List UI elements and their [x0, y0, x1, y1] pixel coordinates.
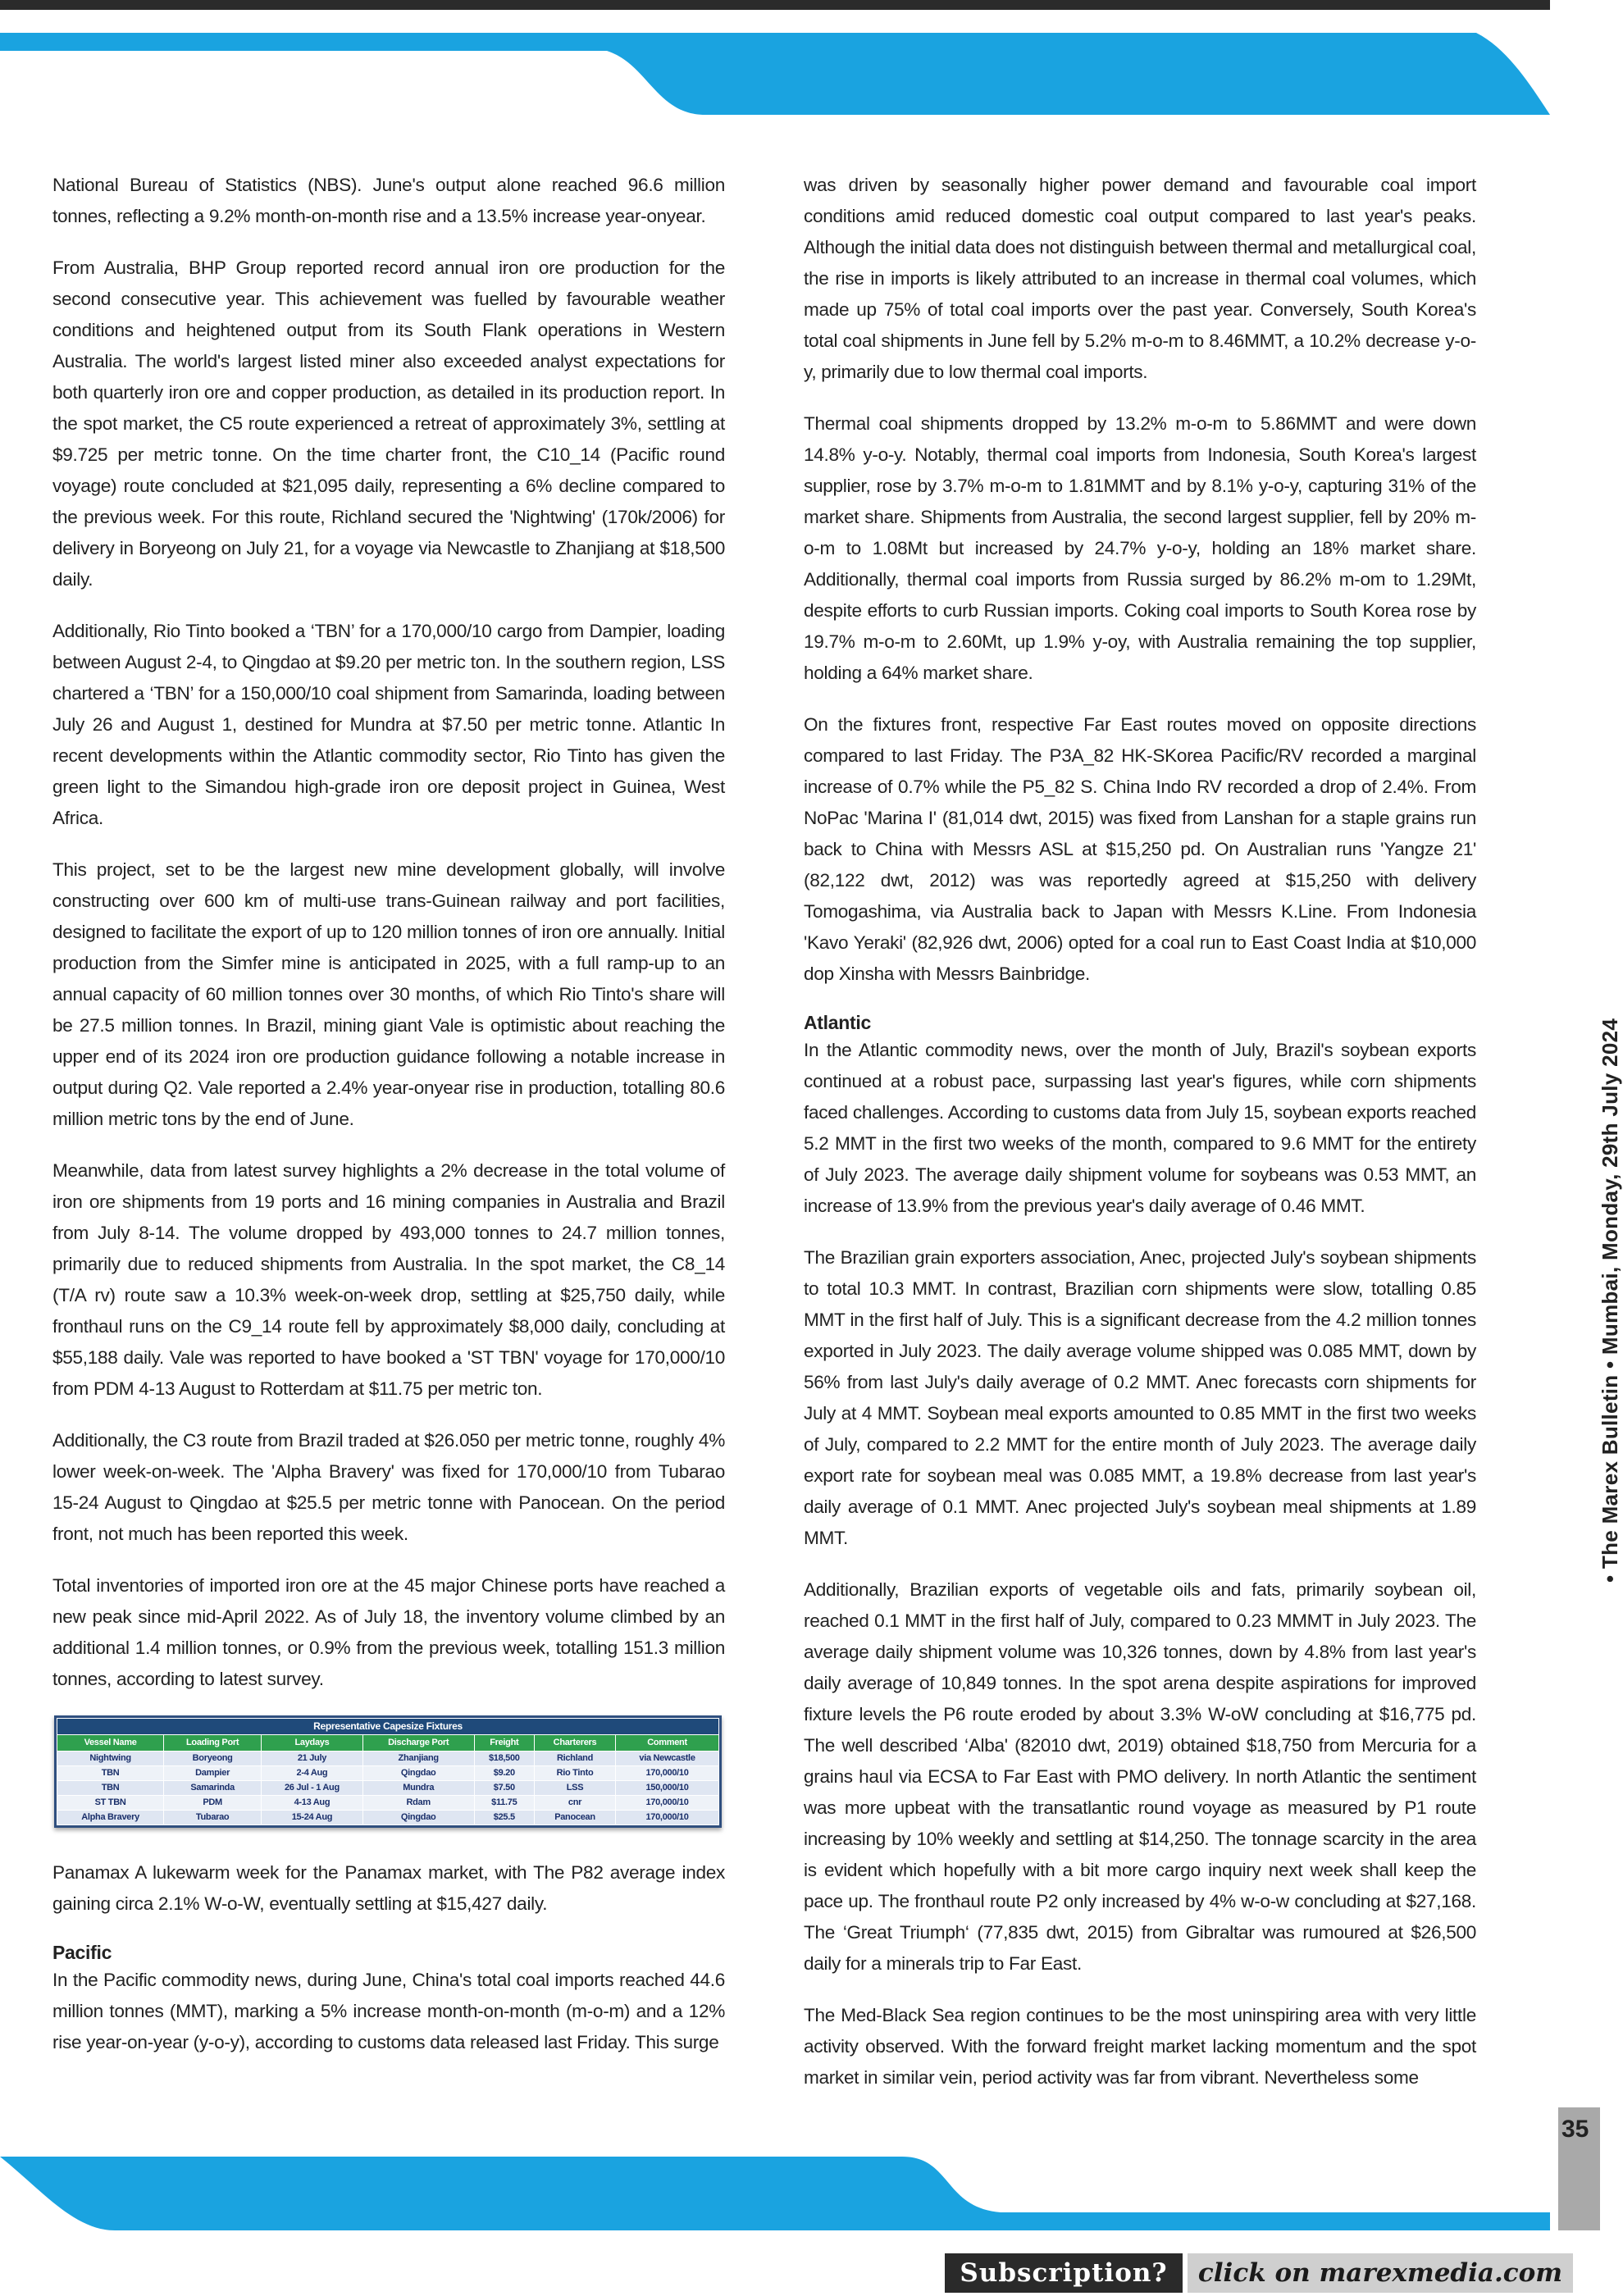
left-column: [52, 170, 725, 2079]
paragraph: In the Atlantic commodity news, over the month of July, Brazil's soybean exports continued at a robust pace, surpassing last year's figures, while corn shipments faced challenges. According to customs data from July 15, soybean exports reached 5.2 MMT in the first two weeks of the month, compared to 9.6 MMT for the entirety of July 2023. The average daily shipment volume for soybeans was 0.53 MMT, an increase of 13.9% from the previous year's daily average of 0.46 MMT.: [804, 1040, 1476, 1216]
table-cell: via Newcastle: [616, 1752, 719, 1766]
column-header: Comment: [616, 1735, 719, 1752]
table-cell: Zhanjiang: [362, 1752, 474, 1766]
header-rule: [0, 0, 1550, 10]
table-cell: LSS: [534, 1781, 615, 1796]
table-cell: $11.75: [474, 1796, 534, 1811]
paragraph: On the fixtures front, respective Far East routes moved on opposite directions compared to last Friday. The P3A_82 HK-SKorea Pacific/RV recorded a marginal increase of 0.7% while the P5_82 S. China Indo RV recorded a drop of 2.4%. From NoPac 'Marina I' (81,014 dwt, 2015) was fixed from Lanshan for a staple grains run back to China with Messrs ASL at $15,250 pd. On Australian runs 'Yangze 21' (82,122 dwt, 2012) was was reportedly agreed at $15,250 with delivery Tomogashima, via Australia back to Japan with Messrs K.Line. From Indonesia 'Kavo Yeraki' (82,926 dwt, 2006) opted for a coal run to East Coast India at $10,000 dop Xinsha with Messrs Bainbridge.: [804, 714, 1476, 984]
paragraph: Additionally, the C3 route from Brazil traded at $26.050 per metric tonne, roughly 4% lower week-on-week. The 'Alpha Bravery' was fixed for 170,000/10 from Tubarao 15-24 August to Qingdao at $25.5 per metric tonne with Panocean. On the period front, not much has been reported this week.: [52, 1430, 725, 1544]
table-cell: ST TBN: [57, 1796, 164, 1811]
table-cell: 150,000/10: [616, 1781, 719, 1796]
table-cell: Qingdao: [362, 1766, 474, 1781]
table-cell: cnr: [534, 1796, 615, 1811]
table-cell: $18,500: [474, 1752, 534, 1766]
paragraph: National Bureau of Statistics (NBS). June's output alone reached 96.6 million tonnes, reflecting a 9.2% month-on-month rise and a 13.5% increase year-onyear.: [52, 175, 725, 226]
table-cell: TBN: [57, 1781, 164, 1796]
paragraph: In the Pacific commodity news, during June, China's total coal imports reached 44.6 million tonnes (MMT), marking a 5% increase month-on-month (m-o-m) and a 12% rise year-on-year (y-o-y), according to customs data released last Friday. This surge: [52, 1970, 725, 2052]
right-column: [804, 170, 1476, 2114]
footer-wave-banner: [0, 2157, 1550, 2230]
paragraph: was driven by seasonally higher power demand and favourable coal import conditions amid reduced domestic coal output compared to last year's peaks. Although the initial data does not distinguish between thermal and metallurgical coal, the rise in imports is likely attributed to an increase in thermal coal volumes, which made up 75% of total coal imports over the past year. Conversely, South Korea's total coal shipments in June fell by 5.2% m-o-m to 8.46MMT, a 10.2% decrease y-o-y, primarily due to low thermal coal imports.: [804, 175, 1476, 382]
table-cell: Qingdao: [362, 1811, 474, 1825]
table-cell: 26 Jul - 1 Aug: [262, 1781, 363, 1796]
paragraph: The Brazilian grain exporters association, Anec, projected July's soybean shipments to total 10.3 MMT. In contrast, Brazilian corn shipments were slow, totalling 0.85 MMT in the first half of July. This is a significant decrease from the 4.2 million tonnes exported in July 2023. The daily average volume shipped was 0.085 MMT, down by 56% from last July's daily average of 0.2 MMT. Anec forecasts corn shipments for July at 4 MMT. Soybean meal exports amounted to 0.85 MMT in the first two weeks of July, compared to 2.2 MMT for the entire month of July 2023. The average daily export rate for soybean meal was 0.085 MMT, a 19.8% decrease from last year's daily average of 0.1 MMT. Anec projected July's soybean meal shipments at 1.89 MMT.: [804, 1247, 1476, 1548]
table-cell: 170,000/10: [616, 1796, 719, 1811]
paragraph: Additionally, Rio Tinto booked a ‘TBN’ for a 170,000/10 cargo from Dampier, loading between August 2-4, to Qingdao at $9.20 per metric ton. In the southern region, LSS chartered a ‘TBN’ for a 150,000/10 coal shipment from Samarinda, loading between July 26 and August 1, destined for Mundra at $7.50 per metric tonne. Atlantic In recent developments within the Atlantic commodity sector, Rio Tinto has given the green light to the Simandou high-grade iron ore deposit project in Guinea, West Africa.: [52, 621, 725, 828]
table-cell: Samarinda: [164, 1781, 262, 1796]
table-cell: Boryeong: [164, 1752, 262, 1766]
table-cell: $9.20: [474, 1766, 534, 1781]
table-row: [57, 1796, 719, 1811]
column-header: Loading Port: [164, 1735, 262, 1752]
table-row: [57, 1811, 719, 1825]
column-header: Charterers: [534, 1735, 615, 1752]
subscription-link[interactable]: click on marexmedia.com: [1188, 2253, 1573, 2293]
section-heading-atlantic: Atlantic: [804, 1012, 871, 1033]
column-header: Vessel Name: [57, 1735, 164, 1752]
column-header: Laydays: [262, 1735, 363, 1752]
table-cell: $7.50: [474, 1781, 534, 1796]
table-title: Representative Capesize Fixtures: [57, 1719, 719, 1735]
paragraph: Panamax A lukewarm week for the Panamax market, with The P82 average index gaining circa 2.1% W-o-W, eventually settling at $15,427 daily.: [52, 1862, 725, 1914]
capesize-fixtures-table: [57, 1718, 719, 1825]
table-row: [57, 1766, 719, 1781]
section-heading-pacific: Pacific: [52, 1942, 112, 1963]
table-cell: $25.5: [474, 1811, 534, 1825]
table-row: [57, 1752, 719, 1766]
paragraph: The Med-Black Sea region continues to be the most uninspiring area with very little activity observed. With the forward freight market lacking momentum and the spot market in similar vein, period activity was far from vibrant. Nevertheless some: [804, 2005, 1476, 2088]
table-cell: TBN: [57, 1766, 164, 1781]
table-cell: PDM: [164, 1796, 262, 1811]
table-cell: Mundra: [362, 1781, 474, 1796]
paragraph: Total inventories of imported iron ore at the 45 major Chinese ports have reached a new peak since mid-April 2022. As of July 18, the inventory volume climbed by an additional 1.4 million tonnes, or 0.9% from the previous week, totalling 151.3 million tonnes, according to latest survey.: [52, 1575, 725, 1689]
column-header: Discharge Port: [362, 1735, 474, 1752]
paragraph: This project, set to be the largest new mine development globally, will involve constructing over 600 km of multi-use trans-Guinean railway and port facilities, designed to facilitate the export of up to 120 million tonnes of iron ore annually. Initial production from the Simfer mine is anticipated in 2025, with a full ramp-up to an annual capacity of 60 million tonnes over 30 months, of which Rio Tinto's share will be 27.5 million tonnes. In Brazil, mining giant Vale is optimistic about reaching the upper end of its 2024 iron ore production guidance following a notable increase in output during Q2. Vale reported a 2.4% year-onyear rise in production, totalling 80.6 million metric tons by the end of June.: [52, 859, 725, 1129]
page-number: 35: [1561, 2116, 1589, 2143]
table-cell: Richland: [534, 1752, 615, 1766]
table-cell: 170,000/10: [616, 1766, 719, 1781]
column-header: Freight: [474, 1735, 534, 1752]
table-cell: 170,000/10: [616, 1811, 719, 1825]
table-cell: Nightwing: [57, 1752, 164, 1766]
table-cell: Alpha Bravery: [57, 1811, 164, 1825]
table-cell: 15-24 Aug: [262, 1811, 363, 1825]
table-cell: Tubarao: [164, 1811, 262, 1825]
table-cell: 4-13 Aug: [262, 1796, 363, 1811]
paragraph: Thermal coal shipments dropped by 13.2% m-o-m to 5.86MMT and were down 14.8% y-o-y. Notably, thermal coal imports from Indonesia, South Korea's largest supplier, rose by 3.7% m-o-m to 1.81MMT and by 8.1% y-o-y, capturing 31% of the market share. Shipments from Australia, the second largest supplier, fell by 20% m-o-m to 1.08Mt but increased by 24.7% y-o-y, holding an 18% market share. Additionally, thermal coal imports from Russia surged by 86.2% m-om to 1.29Mt, despite efforts to curb Russian imports. Coking coal imports to South Korea rose by 19.7% m-o-m to 2.60Mt, up 1.9% y-oy, with Australia remaining the top supplier, holding a 64% market share.: [804, 413, 1476, 683]
running-head: • The Marex Bulletin • Mumbai, Monday, 29th July 2024: [1598, 1018, 1622, 1583]
table-cell: Dampier: [164, 1766, 262, 1781]
subscription-label: Subscription?: [945, 2253, 1183, 2293]
capesize-fixtures-table-figure: [54, 1715, 722, 1828]
table-cell: 21 July: [262, 1752, 363, 1766]
header-wave-banner: [0, 33, 1550, 115]
paragraph: Additionally, Brazilian exports of vegetable oils and fats, primarily soybean oil, reached 0.1 MMT in the first half of July, compared to 0.23 MMMT in July 2023. The average daily shipment volume was 10,326 tonnes, down by 4.8% from last year's daily average of 10,849 tonnes. In the spot arena despite aspirations for improved fixture levels the P6 route eroded by about 3.3% W-oW concluding at $16,775 pd. The well described ‘Alba' (82010 dwt, 2019) obtained $18,750 from Mercuria for a grains haul via ECSA to Far East with PMO delivery. In north Atlantic the sentiment was more upbeat with the transatlantic round voyage as measured by P1 route increasing by 10% weekly and settling at $14,250. The tonnage scarcity in the area is evident which hopefully with a bit more cargo inquiry next week shall keep the pace up. The fronthaul route P2 only increased by 4% w-o-w concluding at $27,168. The ‘Great Triumph‘ (77,835 dwt, 2015) from Gibraltar was rumoured at $26,500 daily for a minerals trip to Far East.: [804, 1579, 1476, 1974]
paragraph: From Australia, BHP Group reported record annual iron ore production for the second consecutive year. This achievement was fuelled by favourable weather conditions and heightened output from its South Flank operations in Western Australia. The world's largest listed miner also exceeded analyst expectations for both quarterly iron ore and copper production, as detailed in its production report. In the spot market, the C5 route experienced a retreat of approximately 3%, settling at $9.725 per metric tonne. On the time charter front, the C10_14 (Pacific round voyage) route concluded at $21,095 daily, representing a 6% decline compared to the previous week. For this route, Richland secured the 'Nightwing' (170k/2006) for delivery in Boryeong on July 21, for a voyage via Newcastle to Zhanjiang at $18,500 daily.: [52, 257, 725, 590]
table-cell: Rdam: [362, 1796, 474, 1811]
table-cell: Panocean: [534, 1811, 615, 1825]
paragraph: Meanwhile, data from latest survey highlights a 2% decrease in the total volume of iron ore shipments from 19 ports and 16 mining companies in Australia and Brazil from July 8-14. The volume dropped by 493,000 tonnes to 24.7 million tonnes, primarily due to reduced shipments from Australia. In the spot market, the C8_14 (T/A rv) route saw a 10.3% week-on-week drop, settling at $25,750 daily, while fronthaul runs on the C9_14 route fell by approximately $8,000 daily, concluding at $55,188 daily. Vale was reported to have booked a 'ST TBN' voyage for 170,000/10 from PDM 4-13 August to Rotterdam at $11.75 per metric ton.: [52, 1160, 725, 1399]
table-cell: Rio Tinto: [534, 1766, 615, 1781]
table-row: [57, 1781, 719, 1796]
table-cell: 2-4 Aug: [262, 1766, 363, 1781]
